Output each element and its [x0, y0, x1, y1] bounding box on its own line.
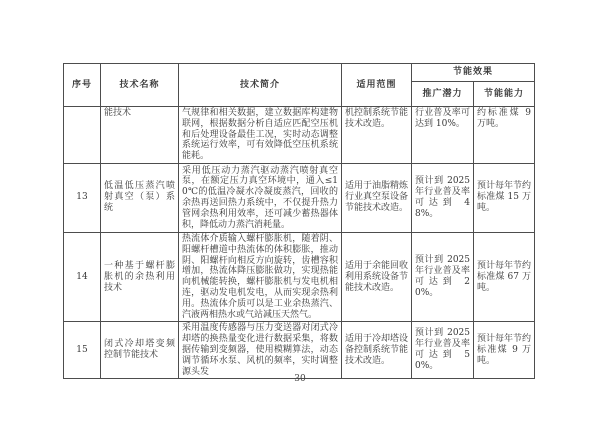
cell-index: 15	[64, 322, 101, 379]
cell-capacity: 预计每年节约标准煤 9 万吨。	[474, 322, 535, 379]
table-header-row-1	[64, 64, 535, 82]
cell-tech-intro: 气规律和相关数据，建立数据库构建物联网，根据数据分析自适应匹配空压机和后处理设备最佳工况，实时动态调整系统运行效率，可有效降低空压机系统能耗。	[179, 107, 342, 164]
cell-potential: 预计到 2025 年行业普及率可达到 20%。	[412, 232, 474, 321]
cell-tech-intro: 热流体介质输入螺杆膨胀机，随着阴、阳螺杆槽道中热流体的体积膨胀，推动阴、阳螺杆向相反方向旋转，齿槽容积增加，热流体降压膨胀做功，实现热能向机械能转换，螺杆膨胀机与发电机相连，驱动发电机发电，从而实现余热利用。热流体介质可以是工业余热蒸汽、汽液两相热水或气站减压天然气。	[179, 232, 342, 321]
header-capacity: 节能能力	[474, 82, 535, 107]
cell-index: 14	[64, 232, 101, 321]
cell-potential: 行业普及率可达到 10%。	[412, 107, 474, 164]
cell-capacity: 预计每年节约标准煤 15 万吨。	[474, 163, 535, 232]
cell-tech-name: 低温低压蒸汽喷射真空（泵）系统	[101, 163, 179, 232]
cell-tech-name: 一种基于螺杆膨胀机的余热利用技术	[101, 232, 179, 321]
table-row	[64, 322, 535, 379]
header-potential: 推广潜力	[412, 82, 474, 107]
header-effect: 节能效果	[412, 64, 535, 82]
cell-tech-name: 闭式冷却塔变频控制节能技术	[101, 322, 179, 379]
energy-saving-tech-table	[63, 63, 535, 379]
page-number: 30	[294, 374, 306, 384]
cell-potential: 预计到 2025 年行业普及率可达到 50%。	[412, 322, 474, 379]
cell-index: 13	[64, 163, 101, 232]
cell-capacity: 预计每年节约标准煤 67 万吨。	[474, 232, 535, 321]
cell-tech-intro: 采用低压动力蒸汽驱动蒸汽喷射真空泵，在额定压力真空环境中，通入≤10℃的低温冷凝水冷凝废蒸汽，回收的余热再送回热力系统中，不仅提升热力管网余热利用效率，还可减少蓄热器体积，降低动力蒸汽消耗量。	[179, 163, 342, 232]
cell-scope: 适用于余能回收利用系统设备节能技术改造。	[342, 232, 412, 321]
cell-scope: 适用于油脂精炼行业真空泵设备节能技术改造。	[342, 163, 412, 232]
cell-tech-name: 能技术	[101, 107, 179, 164]
table-row	[64, 107, 535, 164]
header-tech-name: 技术名称	[101, 64, 179, 107]
cell-index	[64, 107, 101, 164]
table-row	[64, 232, 535, 321]
cell-scope: 机控制系统节能技术改造。	[342, 107, 412, 164]
cell-tech-intro: 采用温度传感器与压力变送器对闭式冷却塔的换热量变化进行数据采集，将数据传输到变频器，使用模糊算法，动态调节循环水泵、风机的频率，实时调整源头发	[179, 322, 342, 379]
table-row	[64, 163, 535, 232]
header-index: 序号	[64, 64, 101, 107]
cell-capacity: 约标准煤 9 万吨。	[474, 107, 535, 164]
cell-scope: 适用于冷却塔设备控制系统节能技术改造。	[342, 322, 412, 379]
cell-potential: 预计到 2025 年行业普及率可达到 48%。	[412, 163, 474, 232]
header-tech-intro: 技术简介	[179, 64, 342, 107]
header-scope: 适用范围	[342, 64, 412, 107]
